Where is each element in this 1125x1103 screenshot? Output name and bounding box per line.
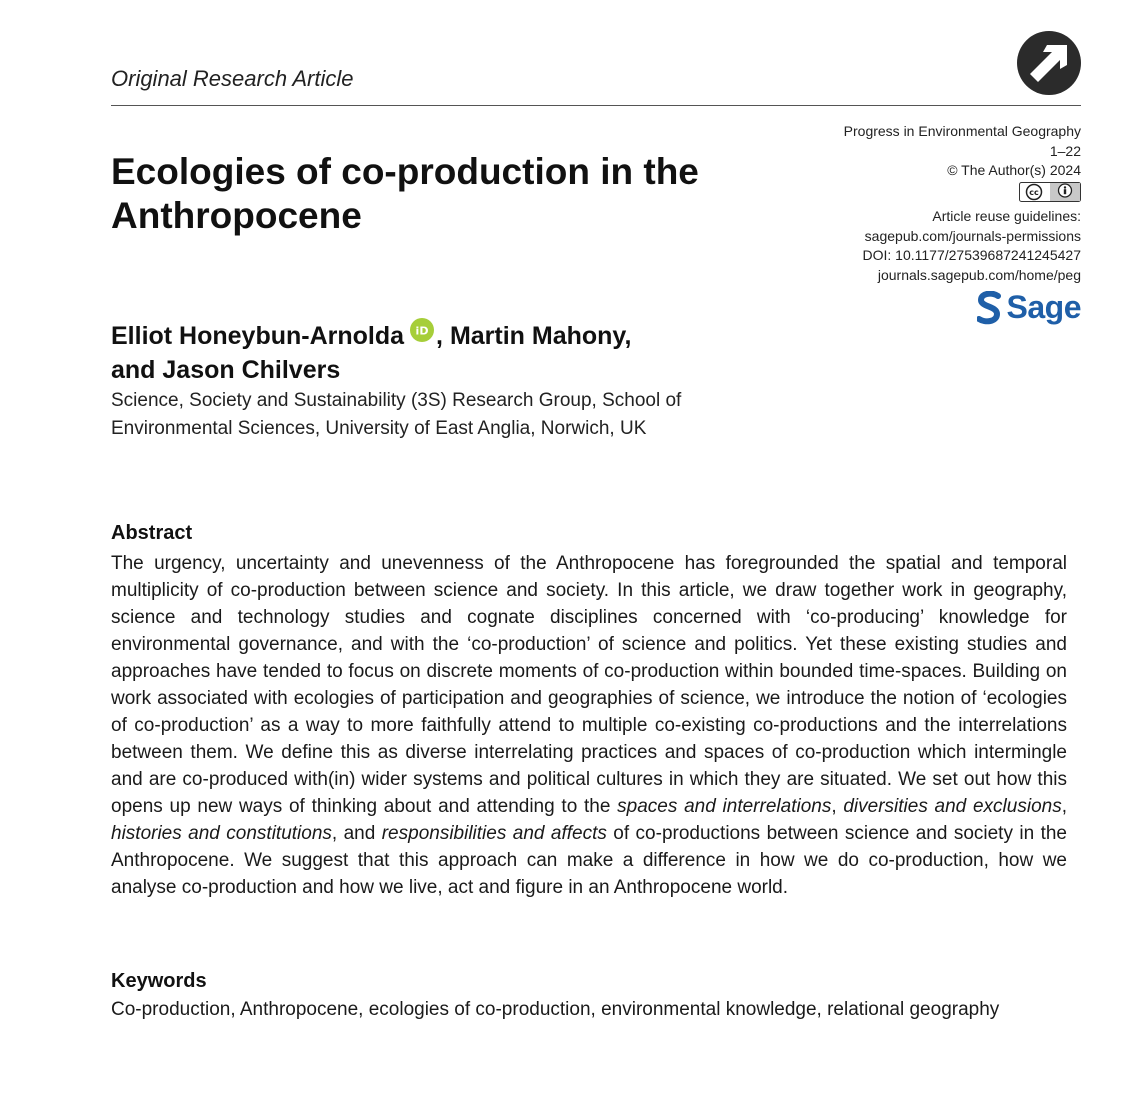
cc-by-license-icon (1019, 182, 1081, 202)
publisher-name: Sage (1006, 289, 1081, 326)
abstract-text-part: The urgency, uncertainty and unevenness of the Anthropocene has foregrounded the spatial and temporal multiplicity of co-production between science and society. In this article, we draw together work in geography, science and technology studies and cognate disciplines concerned with ‘co-producing’ knowledge for environmental governance, and with the ‘co-production’ of science and politics. Yet these existing studies and approaches have tended to focus on discrete moments of co-production within bounded time-spaces. Building on work associated with ecologies of participation and geographies of science, we introduce the notion of ‘ecologies of co-production’ as a way to more faithfully attend to multiple co-existing co-productions and the interrelations between them. We define this as diverse interrelating practices and spaces of co-production which intermingle and are co-produced with(in) wider systems and political cultures in which they are situated. We set out how this opens up new ways of thinking about and attending to the (111, 553, 1067, 817)
abstract-emphasis: responsibilities and affects (381, 823, 607, 844)
author-name: Elliot Honeybun-Arnolda (111, 322, 405, 350)
page-range: 1–22 (1049, 142, 1081, 159)
permissions-link[interactable]: sagepub.com/journals-permissions (864, 227, 1081, 244)
author-affiliation: Science, Society and Sustainability (3S) Research Group, School of Environmental Sciences, University of East Anglia, Norwich, UK (111, 390, 682, 439)
sage-logo (977, 291, 1081, 325)
reuse-guidelines-label: Article reuse guidelines: (932, 208, 1081, 224)
copyright: © The Author(s) 2024 (947, 162, 1081, 178)
abstract-text (111, 550, 1067, 901)
abstract-emphasis: diversities and exclusions (843, 796, 1062, 817)
abstract-emphasis: histories and constitutions (111, 823, 332, 844)
keywords-text: Co-production, Anthropocene, ecologies of co-production, environmental knowledge, relational geography (111, 999, 1000, 1020)
open-access-arrow-icon (1016, 30, 1082, 96)
author-name: and Jason Chilvers (111, 356, 341, 384)
abstract-heading: Abstract (111, 522, 193, 544)
abstract-emphasis: spaces and interrelations (617, 796, 832, 817)
article-title: Ecologies of co-production in the Anthropocene (111, 151, 699, 236)
doi[interactable]: DOI: 10.1177/27539687241245427 (862, 247, 1081, 263)
journal-homepage-link[interactable]: journals.sagepub.com/home/peg (877, 266, 1081, 283)
abstract-text-part: of co-productions between science and society in the Anthropocene. We suggest that this approach can make a difference in how we do co-production, how we analyse co-production and how we live, act and figure in an Anthropocene world. (111, 823, 1067, 898)
svg-text:iD: iD (415, 324, 429, 338)
svg-text:cc: cc (1029, 187, 1039, 197)
orcid-icon[interactable] (410, 318, 434, 342)
sage-s-icon (977, 291, 1001, 325)
article-type-label: Original Research Article (111, 66, 354, 91)
journal-name: Progress in Environmental Geography (843, 123, 1081, 139)
abstract-separator: , and (331, 823, 382, 844)
keywords-heading: Keywords (111, 970, 207, 992)
author-name: , Martin Mahony, (436, 322, 632, 350)
abstract-separator: , (831, 796, 844, 817)
author-list (111, 318, 751, 387)
header-rule (111, 105, 1081, 106)
abstract-separator: , (1061, 796, 1067, 817)
